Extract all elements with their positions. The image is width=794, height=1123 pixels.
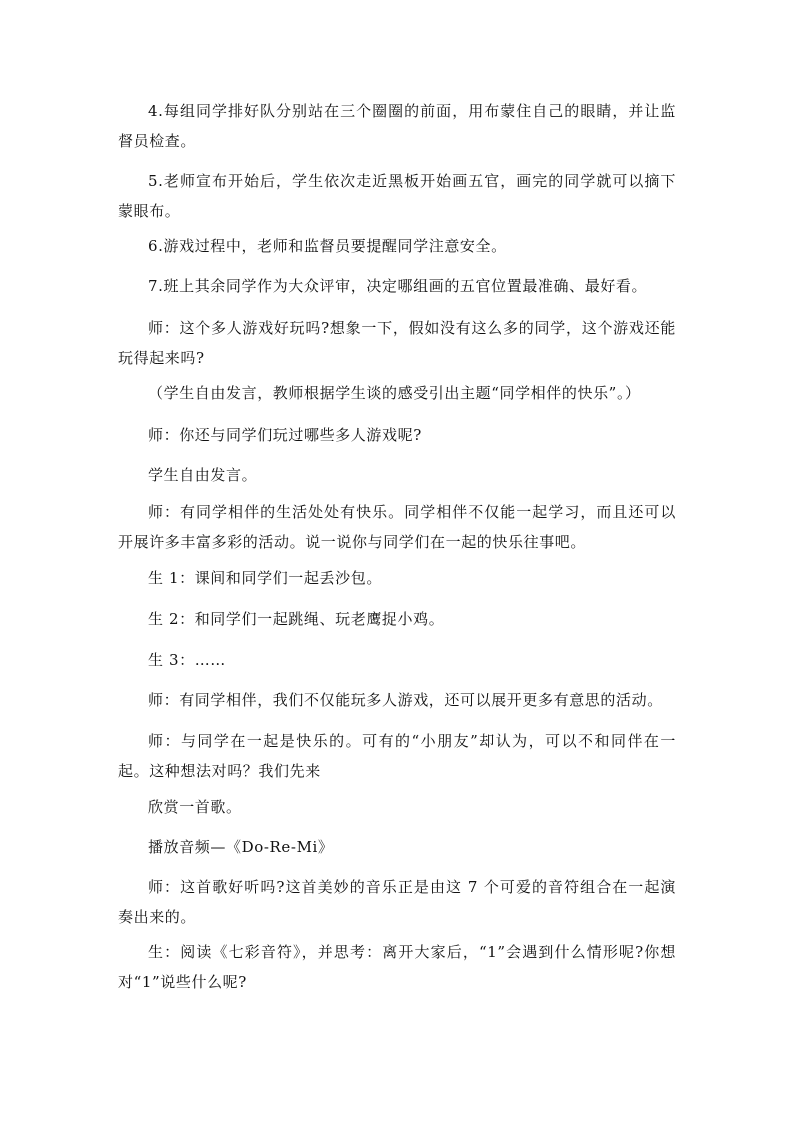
paragraph-teacher-happiness: 师：有同学相伴的生活处处有快乐。同学相伴不仅能一起学习，而且还可以开展许多丰富多彩的活动。说一说你与同学们在一起的快乐往事吧。: [118, 503, 676, 551]
paragraph-step-7: 7.班上其余同学作为大众评审，决定哪组画的五官位置最准确、最好看。: [148, 277, 648, 295]
paragraph-enjoy-song: 欣赏一首歌。: [148, 798, 242, 816]
paragraph-play-audio: 播放音频—《Do-Re-Mi》: [148, 838, 334, 856]
paragraph-step-4: 4.每组同学排好队分别站在三个圈圈的前面，用布蒙住自己的眼睛，并让监督员检查。: [118, 102, 676, 150]
paragraph-student-3: 生 3：……: [148, 651, 226, 669]
paragraph-student-reading: 生：阅读《七彩音符》，并思考：离开大家后，“1”会遇到什么情形呢?你想对“1”说些什么呢?: [118, 943, 676, 991]
paragraph-step-5: 5.老师宣布开始后，学生依次走近黑板开始画五官，画完的同学就可以摘下蒙眼布。: [118, 172, 676, 220]
paragraph-teacher-activities: 师：有同学相伴，我们不仅能玩多人游戏，还可以展开更多有意思的活动。: [148, 691, 663, 709]
paragraph-teacher-question: 师：这个多人游戏好玩吗?想象一下，假如没有这么多的同学，这个游戏还能玩得起来吗?: [118, 319, 676, 367]
paragraph-teacher-multiplayer: 师：你还与同学们玩过哪些多人游戏呢?: [148, 426, 422, 444]
paragraph-student-1: 生 1：课间和同学们一起丢沙包。: [148, 569, 382, 587]
paragraph-teacher-companion: 师：与同学在一起是快乐的。可有的“小朋友”却认为，可以不和同伴在一起。这种想法对吗？我们先来: [118, 732, 676, 780]
paragraph-student-2: 生 2：和同学们一起跳绳、玩老鹰捉小鸡。: [148, 610, 445, 628]
paragraph-teacher-song: 师：这首歌好听吗?这首美妙的音乐正是由这 7 个可爱的音符组合在一起演奏出来的。: [118, 878, 676, 926]
paragraph-student-response-note: （学生自由发言，教师根据学生谈的感受引出主题“同学相伴的快乐”。）: [148, 384, 641, 402]
paragraph-step-6: 6.游戏过程中，老师和监督员要提醒同学注意安全。: [148, 237, 507, 255]
paragraph-students-speak: 学生自由发言。: [148, 466, 258, 484]
